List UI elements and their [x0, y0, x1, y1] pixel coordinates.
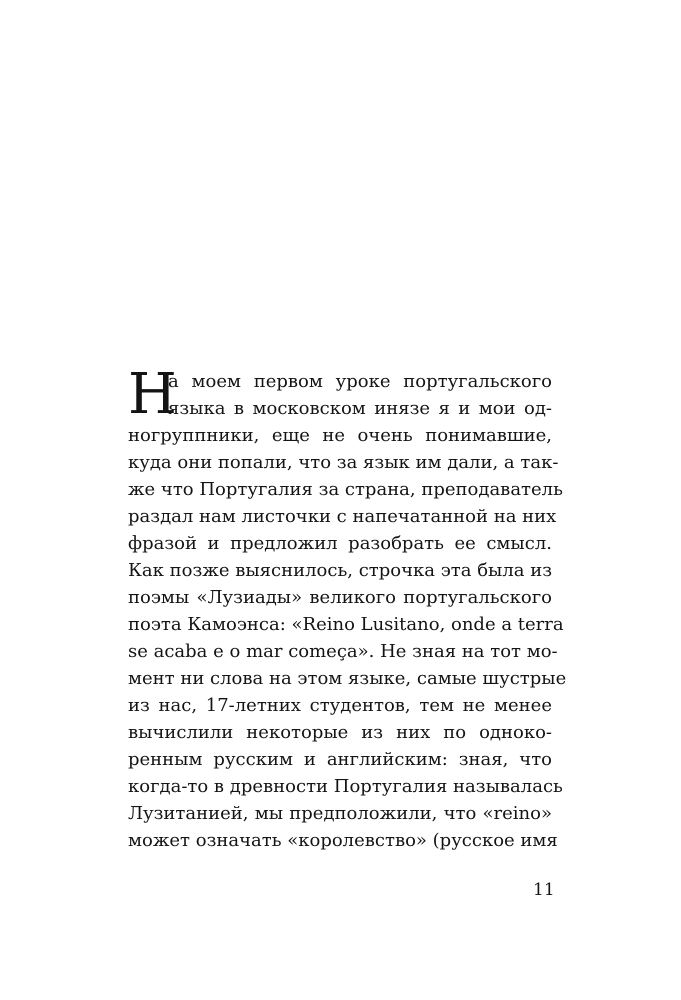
main-paragraph	[128, 362, 567, 854]
text-line: раздал нам листочки с напечатанной на них	[128, 506, 557, 527]
text-line: а моем первом уроке португальского	[168, 371, 552, 392]
page-number: 11	[533, 880, 555, 900]
text-line: Лузитанией, мы предположили, что «reino»	[128, 803, 552, 824]
text-line: поэта Камоэнса: «Reino Lusitano, onde a terra	[128, 614, 564, 635]
text-line: языка в московском инязе я и мои од-	[168, 398, 552, 419]
text-line: куда они попали, что за язык им дали, а так-	[128, 452, 559, 473]
text-line: вычислили некоторые из них по одноко-	[128, 722, 552, 743]
drop-cap: Н	[128, 362, 177, 427]
text-line: se acaba e o mar começa». Не зная на тот мо-	[128, 641, 558, 662]
text-line: из нас, 17-летних студентов, тем не менее	[128, 695, 552, 716]
text-line: поэмы «Лузиады» великого португальского	[128, 587, 552, 608]
text-line: когда-то в древности Португалия называлась	[128, 776, 563, 797]
text-line: же что Португалия за страна, преподаватель	[128, 479, 563, 500]
text-line: ренным русским и английским: зная, что	[128, 749, 552, 770]
text-line: ногруппники, еще не очень понимавшие,	[128, 425, 552, 446]
text-line: мент ни слова на этом языке, самые шустрые	[128, 668, 567, 689]
text-line: Как позже выяснилось, строчка эта была из	[128, 560, 553, 581]
text-line: фразой и предложил разобрать ее смысл.	[128, 533, 552, 554]
text-line: может означать «королевство» (русское имя	[128, 830, 558, 851]
